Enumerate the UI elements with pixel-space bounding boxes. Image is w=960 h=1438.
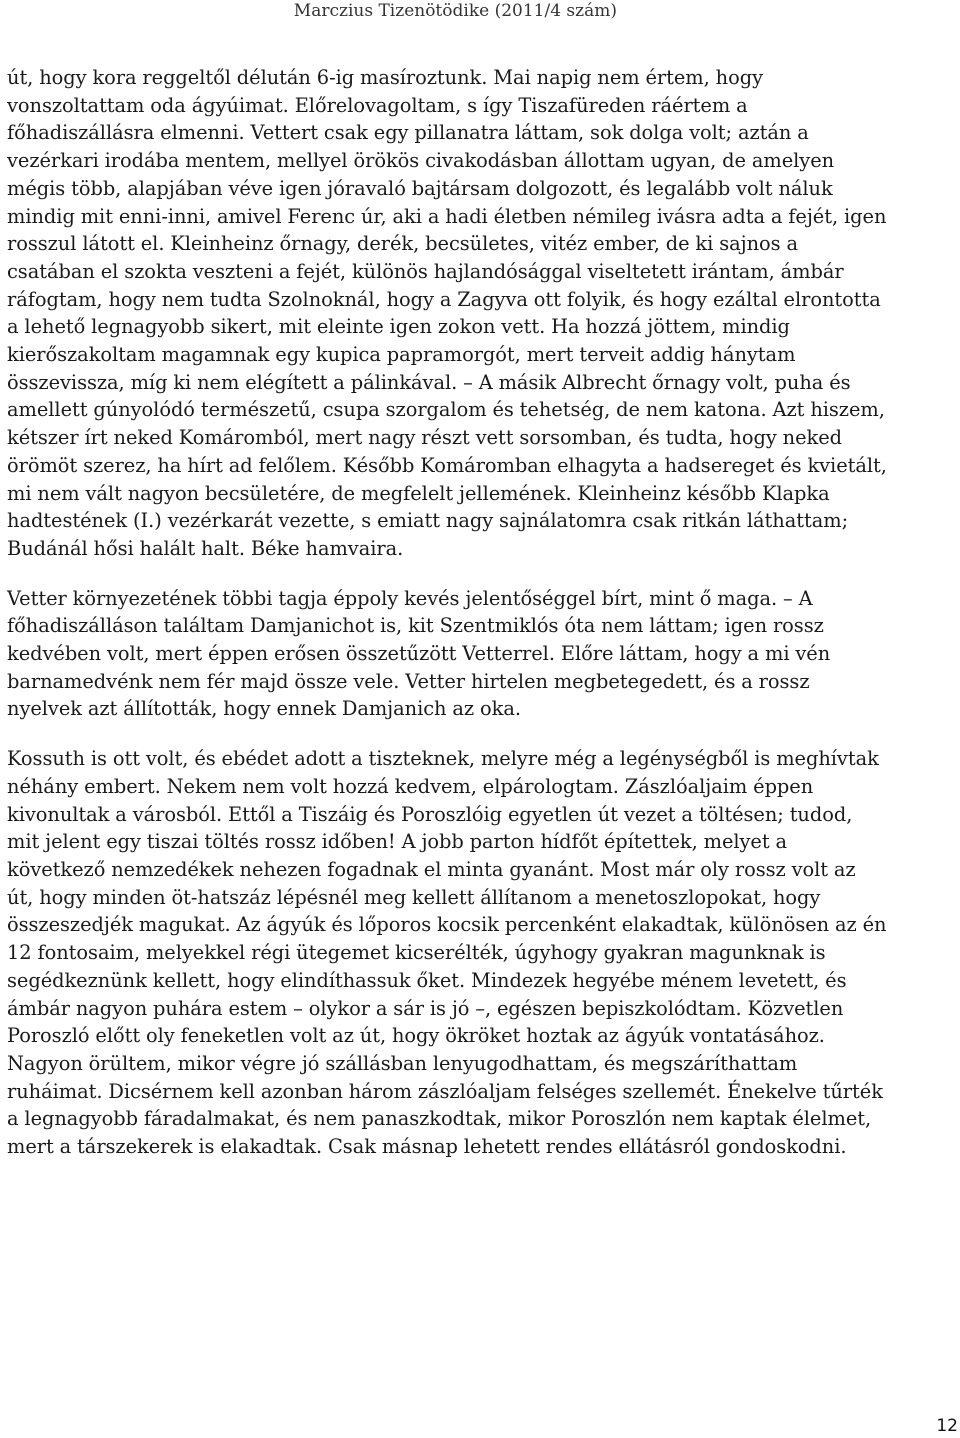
paragraph-3: Kossuth is ott volt, és ebédet adott a tiszteknek, melyre még a legénységből is meghívtak néhány embert. Nekem nem volt hozzá kedvem, elpárologtam. Zászlóaljaim éppen kivonultak a városból. Ettől a Tiszáig és Poroszlóig egyetlen út vezet a töltésen; tudod, mit jelent egy tiszai töltés rossz időben! A jobb parton hídfőt építettek, melyet a következő nemzedékek nehezen fogadnak el minta gyanánt. Most már oly rossz volt az út, hogy minden öt-hatszáz lépésnél meg kellett állítanom a menetoszlopokat, hogy összeszedjék magukat. Az ágyúk és lőporos kocsik percenként elakadtak, különösen az én 12 fontosaim, melyekkel régi ütegemet kicserélték, úgyhogy gyakran magunknak is segédkeznünk kellett, hogy elindíthassuk őket. Mindezek hegyébe ménem levetett, és ámbár nagyon puhára estem – olykor a sár is jó –, egészen bepiszkolódtam. Közvetlen Poroszló előtt oly feneketlen volt az út, hogy ökröket hoztak az ágyúk vontatásához. Nagyon örültem, mikor végre jó szállásban lenyugodhattam, és megszáríthattam ruháimat. Dicsérnem kell azonban három zászlóaljam felséges szellemét. Énekelve tűrték a legnagyobb fáradalmakat, és nem panaszkodtak, mikor Poroszlón nem kaptak élelmet, mert a társzekerek is elakadtak. Csak másnap lehetett rendes ellátásról gondoskodni.	[7, 747, 887, 1159]
page-number: 12	[936, 1416, 958, 1436]
running-header: Marczius Tizenötödike (2011/4 szám)	[293, 1, 617, 21]
paragraph-2: Vetter környezetének többi tagja éppoly kevés jelentőséggel bírt, mint ő maga. – A főhadiszálláson találtam Damjanichot is, kit Szentmiklós óta nem láttam; igen rossz kedvében volt, mert éppen erősen összetűzött Vetterrel. Előre láttam, hogy a mi vén barnamedvénk nem fér majd össze vele. Vetter hirtelen megbetegedett, és a rossz nyelvek azt állították, hogy ennek Damjanich az oka.	[7, 586, 831, 721]
paragraph-1: út, hogy kora reggeltől délután 6-ig masíroztunk. Mai napig nem értem, hogy vonszoltattam oda ágyúimat. Előrelovagoltam, s így Tiszafüreden ráértem a főhadiszállásra elmenni. Vettert csak egy pillanatra láttam, sok dolga volt; aztán a vezérkari irodába mentem, mellyel örökös civakodásban állottam ugyan, de amelyen mégis több, alapjában véve igen jóravaló bajtársam dolgozott, és legalább volt náluk mindig mit enni-inni, amivel Ferenc úr, aki a hadi életben némileg ivásra adta a fejét, igen rosszul látott el. Kleinheinz őrnagy, derék, becsületes, vitéz ember, de ki sajnos a csatában el szokta veszteni a fejét, különös hajlandósággal viseltetett irántam, ámbár ráfogtam, hogy nem tudta Szolnoknál, hogy a Zagyva ott folyik, és hogy ezáltal elrontotta a lehető legnagyobb sikert, mit eleinte igen zokon vett. Ha hozzá jöttem, mindig kierőszakoltam magamnak egy kupica papramorgót, mert terveit addig hánytam összevissza, míg ki nem elégített a pálinkával. – A másik Albrecht őrnagy volt, puha és amellett gúnyolódó természetű, csupa szorgalom és tehetség, de nem katona. Azt hiszem, kétszer írt neked Komáromból, mert nagy részt vett sorsomban, és tudta, hogy neked örömöt szerez, ha hírt ad felőlem. Később Komáromban elhagyta a hadsereget és kvietált, mi nem vált nagyon becsületére, de megfelelt jellemének. Kleinheinz később Klapka hadtestének (I.) vezérkarát vezette, s emiatt nagy sajnálatomra csak ritkán láthattam; Budánál hősi halált halt. Béke hamvaira.	[7, 66, 887, 560]
page-body	[7, 64, 887, 1183]
